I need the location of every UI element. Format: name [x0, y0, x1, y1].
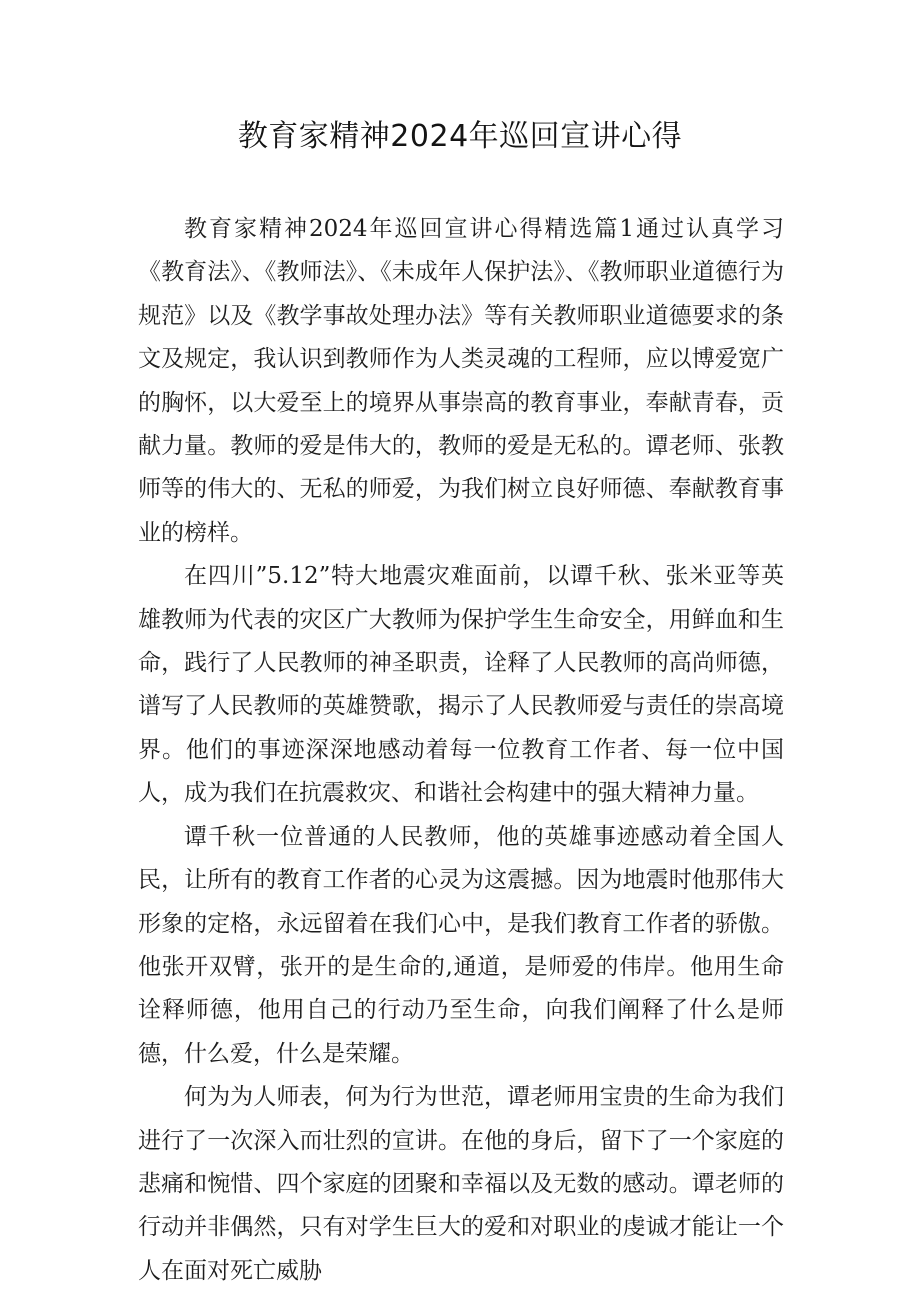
document-title: 教育家精神2024年巡回宣讲心得: [237, 119, 683, 154]
paragraph-4: 何为为人师表，何为行为世范，谭老师用宝贵的生命为我们进行了一次深入而壮烈的宣讲。在他的身后，留下了一个家庭的悲痛和惋惜、四个家庭的团聚和幸福以及无数的感动。谭老师的行动并非偶然，只有对学生巨大的爱和对职业的虔诚才能让一个人在面对死亡威胁: [138, 1084, 784, 1284]
document-body: [138, 208, 784, 1293]
paragraph-2: 在四川”5.12”特大地震灾难面前，以谭千秋、张米亚等英雄教师为代表的灾区广大教师为保护学生生命安全，用鲜血和生命，践行了人民教师的神圣职责，诠释了人民教师的高尚师德，谱写了人民教师的英雄赞歌，揭示了人民教师爱与责任的崇高境界。他们的事迹深深地感动着每一位教育工作者、每一位中国人，成为我们在抗震救灾、和谐社会构建中的强大精神力量。: [138, 563, 784, 807]
paragraph-1: 教育家精神2024年巡回宣讲心得精选篇1通过认真学习《教育法》、《教师法》、《未成年人保护法》、《教师职业道德行为规范》以及《教学事故处理办法》等有关教师职业道德要求的条文及规定，我认识到教师作为人类灵魂的工程师，应以博爱宽广的胸怀，以大爱至上的境界从事崇高的教育事业，奉献青春，贡献力量。教师的爱是伟大的，教师的爱是无私的。谭老师、张教师等的伟大的、无私的师爱，为我们树立良好师德、奉献教育事业的榜样。: [138, 216, 784, 546]
paragraph-3: 谭千秋一位普通的人民教师，他的英雄事迹感动着全国人民，让所有的教育工作者的心灵为这震撼。因为地震时他那伟大形象的定格，永远留着在我们心中，是我们教育工作者的骄傲。他张开双臂，张开的是生命的,通道，是师爱的伟岸。他用生命诠释师德，他用自己的行动乃至生命，向我们阐释了什么是师德，什么爱，什么是荣耀。: [138, 823, 784, 1067]
